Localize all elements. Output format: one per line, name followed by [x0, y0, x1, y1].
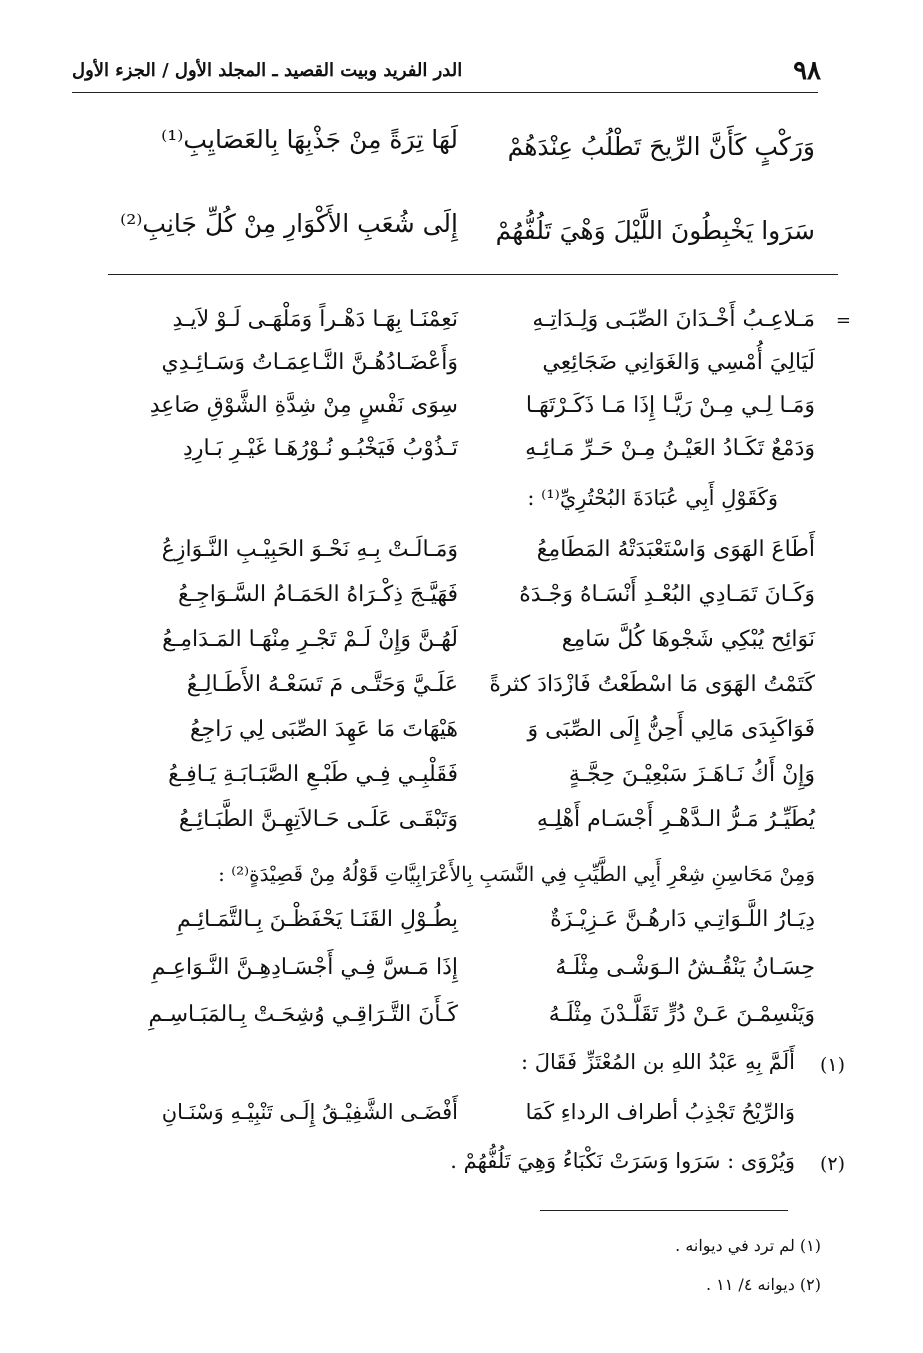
section-rule: [108, 274, 838, 275]
footnote-rule: [540, 1210, 788, 1211]
verse-a-3-right: وَمَـا لِـي مِـنْ رَيَّـا إِذَا مَـا ذَكَـرْتَهَـا: [525, 393, 815, 418]
top-verse-2-left: إِلَى شُعَبِ الأَكْوَارِ مِنْ كُلِّ جَانِبِ⁽²⁾: [120, 209, 458, 238]
verse-a-4-left: تَـذُوْبُ فَيَخْبُـو نُـوْرُهَـا غَيْـرِ بَـارِدِ: [183, 436, 458, 461]
verse-a-1-left: نَعِمْنَـا بِهَـا دَهْـراً وَمَلْهَـى لَـوْ لاَيـدِ: [172, 307, 458, 332]
footnote-2: (٢) ديوانه ٤/ ١١ .: [705, 1275, 821, 1294]
top-verse-1-left: لَهَا تِرَةً مِنْ جَذْبِهَا بِالعَصَايِبِ⁽¹⁾: [161, 125, 458, 154]
footnote-1: (١) لم ترد في ديوانه .: [675, 1236, 821, 1255]
verse-c-3-right: وَيَنْسِمْـنَ عَـنْ دُرٍّ تَقَلَّـدْنَ مِثْلَـهُ: [548, 1002, 815, 1027]
note-2-text: وَيُرْوَى : سَرَوا وَسَرَتْ نَكْبَاءُ وَهِيَ تَلُفُّهُمْ .: [450, 1149, 795, 1173]
verse-b-1-left: وَمَـالَـتْ بِـهِ نَحْـوَ الحَبِيْـبِ النَّـوَازِعُ: [161, 537, 458, 562]
verse-b-5-right: فَوَاكَبِدَى مَالِي أَحِنُّ إِلَى الصِّبَى وَ: [527, 717, 815, 742]
verse-c-3-left: كَـأَنَ التَّـرَاقِـي وُشِحَـتْ بِـالمَبَـاسِـمِ: [148, 1002, 458, 1027]
verse-a-2-right: لَيَالِيَ أُمْسِي وَالغَوَانِي ضَجَائِعِي: [542, 350, 815, 375]
verse-c-1-left: بِطُـوْلِ القَنَـا يَحْفَظْـنَ بِـالتَّمَـائِـمِ: [176, 907, 458, 932]
note-verse-right: وَالرِّيْحُ تَجْذِبُ أطراف الرداءِ كَمَا: [525, 1100, 795, 1124]
verse-b-4-right: كَتَمْتُ الهَوَى مَا اسْطَعْتُ فَازْدَادَ كثرةً: [489, 672, 815, 697]
verse-c-2-left: إِذَا مَـسَّ فِـي أَجْسَـادِهِـنَّ النَّـوَاعِـمِ: [151, 955, 458, 980]
note-2-number: (٢): [819, 1153, 845, 1175]
verse-b-7-left: وَتَبْقَـى عَلَـى حَـالاَتِهِـنَّ الطَّبَـائِـعُ: [178, 807, 458, 832]
note-verse-left: أَفْضَـى الشَّفِيْـقُ إِلَـى تَنْبِيْـهِ وَسْنَـانِ: [161, 1100, 458, 1124]
top-verse-2-right: سَرَوا يَخْبِطُونَ اللَّيْلَ وَهْيَ تَلُفُّهُمْ: [495, 216, 815, 245]
verse-b-2-left: فَهَيَّـجَ ذِكْـرَاهُ الحَمَـامُ السَّـوَاجِـعُ: [177, 582, 458, 607]
verse-b-5-left: هَيْهَاتَ مَا عَهِدَ الصِّبَى لِي رَاجِعُ: [189, 717, 458, 742]
verse-b-3-right: نَوَائِح يُبْكِي شَجْوهَا كُلَّ سَامِع: [561, 627, 815, 652]
verse-b-6-right: وَإِنْ أَكُ نَـاهَـزَ سَبْعِيْـنَ حِجَّـةٍ: [568, 762, 815, 787]
verse-b-6-left: فَقَلْبِـي فِـي طَبْـعِ الصَّبَـابَـةِ يَـافِـعُ: [168, 762, 458, 787]
verse-b-1-right: أَطَاعَ الهَوَى وَاسْتَعْبَدَتْهُ المَطَامِعُ: [536, 537, 815, 562]
continuation-mark: =: [835, 310, 851, 331]
intro-mutanabbi: وَمِنْ مَحَاسِنِ شِعْرِ أَبِي الطَّيِّبِ فِي النَّسَبِ بِالأَعْرَابِيَّاتِ قَوْلُهُ مِنْ قَصِيْدَةٍ⁽²⁾ :: [218, 862, 815, 886]
note-1-text: أَلَمَّ بِهِ عَبْدُ اللهِ بن المُعْتَزِّ فَقَالَ :: [520, 1050, 795, 1074]
page-number: ٩٨: [793, 56, 821, 86]
verse-c-1-right: دِيَـارُ اللَّـوَاتِـي دَارهُـنَّ عَـزِيْـزَةٌ: [550, 907, 815, 932]
running-title: الدر الفريد وبيت القصيد ـ المجلد الأول / الجزء الأول: [72, 60, 463, 81]
verse-a-2-left: وَأَعْضَـادُهُـنَّ النَّـاعِمَـاتُ وَسَـائِـدِي: [161, 350, 458, 375]
verse-a-1-right: مَـلاعِـبُ أَخْـدَانَ الصِّبَـى وَلِـدَاتِـهِ: [532, 307, 815, 332]
verse-b-4-left: عَلَـيَّ وَحَتَّـى مَ تَسَعْـهُ الأَطَـالِـعُ: [186, 672, 458, 697]
verse-b-2-right: وَكَـانَ تَمَـادِي البُعْـدِ أَنْسَـاهُ وَجْـدَهُ: [519, 582, 815, 607]
note-1-number: (١): [819, 1054, 845, 1076]
verse-c-2-right: حِسَـانُ يَنْقُـشُ الـوَشْـى مِثْلَـهُ: [555, 955, 815, 980]
verse-a-3-left: سِوَى نَفْسٍ مِنْ شِدَّةِ الشَّوْقِ صَاعِدِ: [149, 393, 458, 418]
top-verse-1-right: وَرَكْبٍ كَأَنَّ الرِّيحَ تَطْلُبُ عِنْدَهُمْ: [507, 132, 815, 161]
header-rule: [72, 92, 818, 93]
verse-b-7-right: يُطَيِّـرُ مَـرُّ الـدَّهْـرِ أَجْسَـام أَهْلِـهِ: [536, 807, 815, 832]
intro-bohtori: وَكَقَوْلِ أَبِي عُبَادَةَ البُحْتُرِيِّ⁽¹⁾ :: [527, 486, 778, 510]
verse-a-4-right: وَدَمْعٌ تَكَـادُ العَيْـنُ مِـنْ حَـرِّ مَـائِـهِ: [525, 436, 815, 461]
verse-b-3-left: لَهُـنَّ وَإِنْ لَـمْ تَجْـرِ مِنْهَـا المَـدَامِـعُ: [162, 627, 458, 652]
